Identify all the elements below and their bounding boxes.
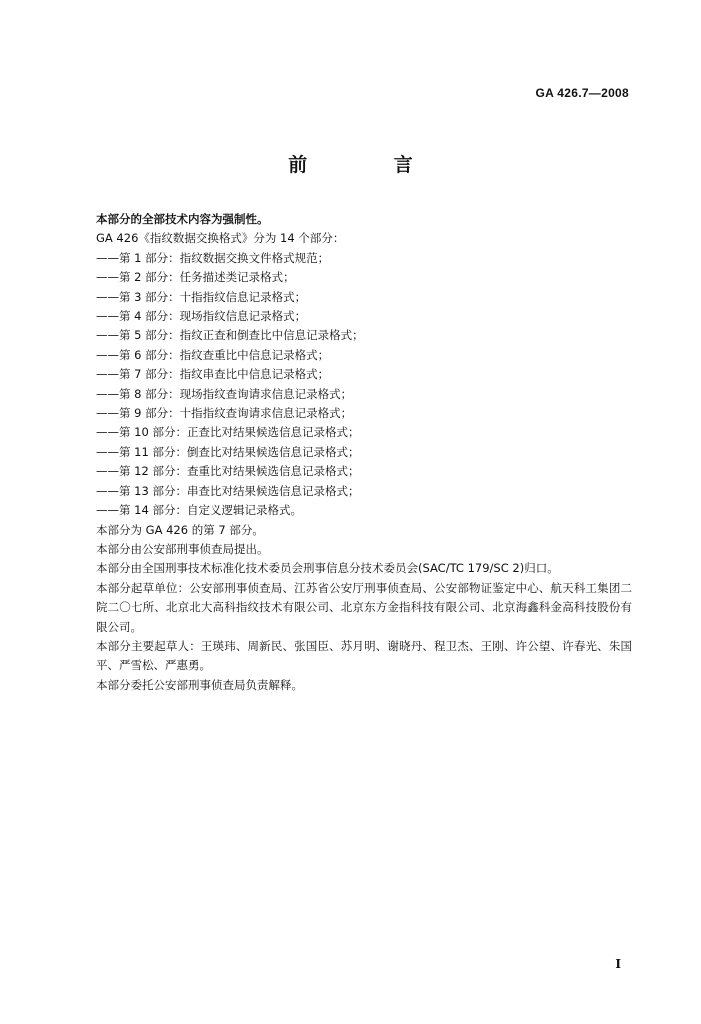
part-statement: 本部分为 GA 426 的第 7 部分。 [96,522,264,537]
part-item: ——第 13 部分：串查比对结果候选信息记录格式； [96,483,360,498]
interpretation-statement: 本部分委托公安部刑事侦查局负责解释。 [96,677,303,692]
part-item: ——第 9 部分：十指指纹查询请求信息记录格式； [96,406,353,421]
proposer-statement: 本部分由公安部刑事侦查局提出。 [96,541,269,556]
page-title: 前 言 [288,154,453,176]
part-item: ——第 2 部分：任务描述类记录格式； [96,270,295,285]
part-item: ——第 6 部分：指纹查重比中信息记录格式； [96,347,330,362]
part-item: ——第 4 部分：现场指纹信息记录格式； [96,309,307,324]
committee-statement: 本部分由全国刑事技术标准化技术委员会刑事信息分技术委员会(SAC/TC 179/SC 2)归口。 [96,561,559,576]
parts-intro: GA 426《指纹数据交换格式》分为 14 个部分： [96,231,345,246]
part-item: ——第 12 部分：查重比对结果候选信息记录格式； [96,464,360,479]
drafting-units: 本部分起草单位：公安部刑事侦查局、江苏省公安厅刑事侦查局、公安部物证鉴定中心、航天科工集团二院二〇七所、北京北大高科指纹技术有限公司、北京东方金指科技有限公司、北京海鑫科金高科技股份有限公司。 [96,580,632,634]
standard-number: GA 426.7—2008 [535,86,629,100]
part-item: ——第 14 部分：自定义逻辑记录格式。 [96,503,302,518]
mandatory-statement: 本部分的全部技术内容为强制性。 [96,212,269,226]
drafters: 本部分主要起草人：王瑛玮、周新民、张国臣、苏月明、谢晓丹、程卫杰、王刚、许公望、许春光、朱国平、严雪松、严惠勇。 [96,638,632,673]
part-item: ——第 8 部分：现场指纹查询请求信息记录格式； [96,386,353,401]
page-number: I [615,957,621,971]
part-item: ——第 3 部分：十指指纹信息记录格式； [96,289,307,304]
part-item: ——第 10 部分：正查比对结果候选信息记录格式； [96,425,360,440]
part-item: ——第 5 部分：指纹正查和倒查比中信息记录格式； [96,328,364,343]
part-item: ——第 7 部分：指纹串查比中信息记录格式； [96,367,330,382]
foreword-body [96,210,632,695]
part-item: ——第 11 部分：倒查比对结果候选信息记录格式； [96,444,360,459]
part-item: ——第 1 部分：指纹数据交换文件格式规范； [96,250,330,265]
